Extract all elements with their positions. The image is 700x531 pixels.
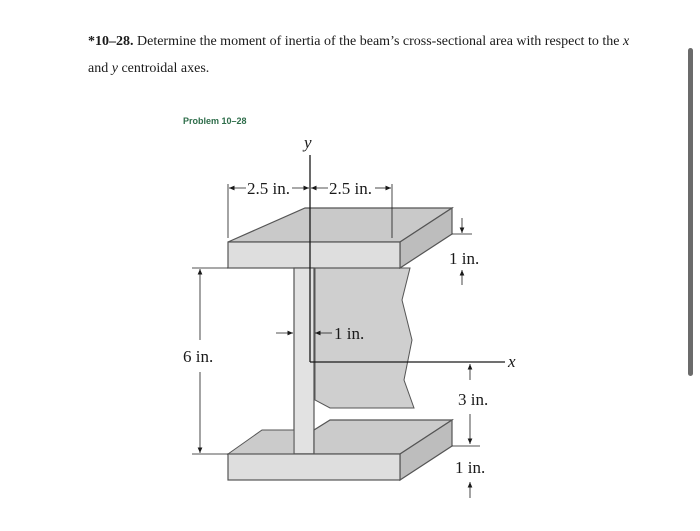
x-axis-label: x [508,352,516,371]
dim-label-flange-right: 2.5 in. [329,179,372,198]
problem-text-2: and [88,61,112,76]
problem-text-3: centroidal axes. [117,61,210,76]
vertical-scrollbar[interactable] [688,48,693,376]
bottom-flange-top-left [228,430,294,454]
top-flange-front [228,242,400,268]
bottom-flange-front [228,454,400,480]
problem-number: *10–28. [88,34,134,49]
dim-label-flange-left: 2.5 in. [247,179,290,198]
figure-label: Problem 10–28 [183,116,247,126]
dim-label-web-thickness: 1 in. [334,324,365,343]
x-variable: x [622,34,630,49]
dim-label-bottom-thickness: 1 in. [455,458,486,477]
dim-label-top-thickness: 1 in. [449,249,480,268]
web-back-face [315,268,414,408]
dim-label-web-half-height: 3 in. [458,390,489,409]
problem-text-1: Determine the moment of inertia of the beam’s cross-sectional area with respect to the [133,34,623,49]
beam-shape [228,208,452,480]
y-variable: y [111,61,118,76]
web-front [294,268,314,454]
y-axis-label: y [304,133,312,152]
dim-label-overall-height: 6 in. [183,347,214,366]
